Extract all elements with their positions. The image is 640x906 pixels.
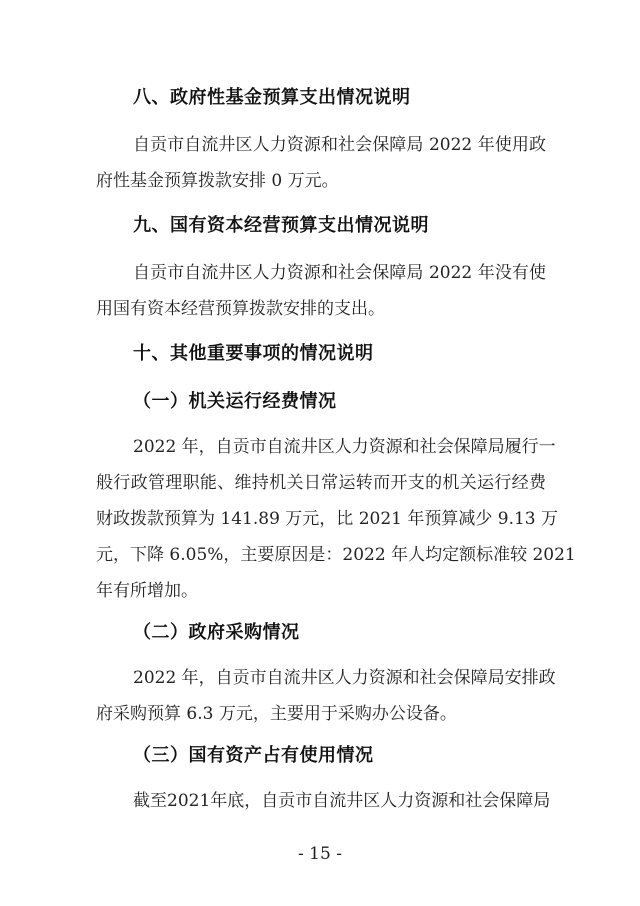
subsection-1-line-4: 元，下降 6.05%，主要原因是：2022 年人均定额标准较 2021	[96, 545, 576, 565]
subsection-1-heading: （一）机关运行经费情况	[133, 391, 337, 412]
subsection-1-line-1: 2022 年，自贡市自流井区人力资源和社会保障局履行一	[133, 437, 556, 457]
subsection-2-line-2: 府采购预算 6.3 万元，主要用于采购办公设备。	[96, 704, 457, 724]
section-9-heading: 九、国有资本经营预算支出情况说明	[133, 215, 429, 236]
section-9-line-2: 用国有资本经营预算拨款安排的支出。	[96, 299, 385, 319]
subsection-3-heading: （三）国有资产占有使用情况	[133, 745, 374, 766]
subsection-2-line-1: 2022 年，自贡市自流井区人力资源和社会保障局安排政	[133, 668, 556, 688]
section-10-heading: 十、其他重要事项的情况说明	[133, 343, 374, 364]
subsection-1-line-5: 年有所增加。	[96, 581, 198, 601]
section-8-heading: 八、政府性基金预算支出情况说明	[133, 87, 411, 108]
section-8-line-2: 府性基金预算拨款安排 0 万元。	[96, 171, 339, 191]
subsection-3-line-1: 截至2021年底，自贡市自流井区人力资源和社会保障局	[133, 791, 551, 811]
section-8-line-1: 自贡市自流井区人力资源和社会保障局 2022 年使用政	[133, 135, 546, 155]
page-number: - 15 -	[298, 844, 342, 864]
subsection-2-heading: （二）政府采购情况	[133, 622, 300, 643]
section-9-line-1: 自贡市自流井区人力资源和社会保障局 2022 年没有使	[133, 263, 546, 283]
subsection-1-line-3: 财政拨款预算为 141.89 万元，比 2021 年预算减少 9.13 万	[96, 509, 559, 529]
subsection-1-line-2: 般行政管理职能、维持机关日常运转而开支的机关运行经费	[96, 473, 546, 493]
